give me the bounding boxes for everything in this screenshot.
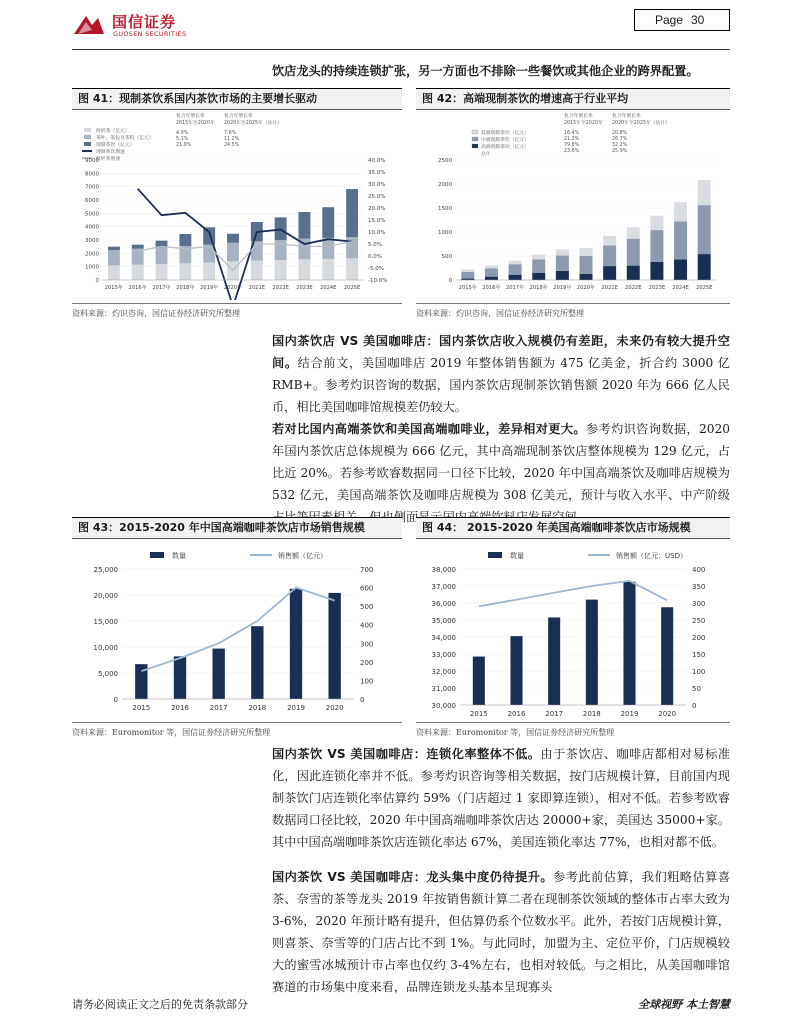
paragraph-3-body: 由于茶饮店、咖啡店都相对易标准化，因此连锁化率并不低。参考灼识咨询等相关数据，按门店规模计算，目前国内现制茶饮门店连锁化率估算约 59%（门店超过 1 家即算连锁），相对不低。若参考欧睿数据同口径比较，2020 年中国高端咖啡茶饮店达 20000+家，美国达 35000+家。其中中国高端咖啡茶饮店连锁化率达 67%，美国连锁化率达 77%，也相对都不低。 xyxy=(272,747,731,849)
bar-segment xyxy=(674,259,687,280)
x-tick-label: 2020年 xyxy=(223,285,243,291)
cagr-value: 20.8% xyxy=(612,131,628,136)
cagr-value: 5.1% xyxy=(176,137,189,142)
header-divider xyxy=(72,49,730,50)
cagr-header: 2020年至2025年（估计） xyxy=(224,120,282,126)
x-tick-label: 2015 xyxy=(132,704,151,712)
bar-segment xyxy=(156,264,168,280)
bar-segment xyxy=(108,247,120,250)
y2-tick-label: 200 xyxy=(692,634,706,642)
y2-tick-label: 35.0% xyxy=(368,170,386,176)
legend-swatch xyxy=(84,128,91,132)
legend-label: 鲜奶茶（亿元） xyxy=(96,129,130,134)
bar xyxy=(251,626,263,699)
x-tick-label: 2023E xyxy=(296,285,313,291)
bar-segment xyxy=(227,234,239,243)
figure-41-title: 图 41：现制茶饮系国内茶饮市场的主要增长驱动 xyxy=(72,88,402,110)
cagr-value: 23.6% xyxy=(564,149,580,154)
figure-41-source: 资料来源：灼识咨询，国信证券经济研究所整理 xyxy=(72,309,240,318)
y-tick-label: 35,000 xyxy=(431,617,456,625)
x-tick-label: 2016年 xyxy=(482,285,501,291)
bar-segment xyxy=(346,189,358,237)
y2-tick-label: 400 xyxy=(360,621,374,630)
bar-segment xyxy=(532,255,545,260)
figure-42-chart xyxy=(416,112,730,300)
y2-tick-label: -5.0% xyxy=(368,266,384,272)
cagr-header: 复合年增长率 xyxy=(564,114,593,119)
series-line xyxy=(138,242,352,271)
bar xyxy=(510,636,522,705)
bar-segment xyxy=(698,180,711,205)
legend-label: 现制茶饮（亿元） xyxy=(96,143,135,148)
y2-tick-label: 10.0% xyxy=(368,230,386,236)
x-tick-label: 2022E xyxy=(272,285,289,291)
legend-swatch xyxy=(472,130,478,134)
y-tick-label: 38,000 xyxy=(431,566,456,574)
bar-segment xyxy=(322,238,334,259)
figure-44-title: 图 44： 2015-2020 年美国高端咖啡茶饮店市场规模 xyxy=(416,517,730,539)
bar-segment xyxy=(485,277,498,280)
y-tick-label: 0 xyxy=(448,278,452,284)
footer-slogan: 全球视野 本土智慧 xyxy=(638,998,730,1011)
bar-segment xyxy=(179,263,191,280)
x-tick-label: 2015年 xyxy=(458,285,478,291)
figure-44-rule xyxy=(416,722,730,723)
bar-segment xyxy=(650,230,663,262)
bar-segment xyxy=(275,260,287,280)
bar-segment xyxy=(556,256,569,271)
figure-41-rule xyxy=(72,303,402,304)
legend-label: 销售额（亿元） xyxy=(278,552,327,560)
bar-segment xyxy=(275,240,287,260)
cagr-value: 32.2% xyxy=(612,143,628,148)
y-tick-label: 2000 xyxy=(85,251,99,258)
bar-segment xyxy=(132,245,144,249)
page-label: Page xyxy=(655,13,684,27)
bar xyxy=(290,589,302,699)
cagr-header: 复合年增长率 xyxy=(176,114,205,119)
x-tick-label: 2016年 xyxy=(128,285,147,291)
y2-tick-label: 0.0% xyxy=(368,254,382,260)
y-tick-label: 5000 xyxy=(85,211,99,218)
legend-swatch xyxy=(150,552,164,558)
legend-label: 数量 xyxy=(510,552,524,560)
legend-swatch xyxy=(488,552,502,558)
x-tick-label: 2024E xyxy=(320,285,337,291)
y2-tick-label: 300 xyxy=(360,640,374,649)
bar-segment xyxy=(698,254,711,280)
guosen-logo-mark-icon xyxy=(72,12,106,38)
x-tick-label: 2020年 xyxy=(576,285,596,291)
bar-segment xyxy=(603,245,616,266)
figure-43-title: 图 43：2015-2020 年中国高端咖啡茶饮店市场销售规模 xyxy=(72,517,402,539)
bar-segment xyxy=(698,205,711,254)
y2-tick-label: 400 xyxy=(692,566,706,574)
page-indicator xyxy=(634,9,730,31)
paragraph-3-lead: 国内茶饮 VS 美国咖啡店：连锁化率整体不低。 xyxy=(272,747,541,761)
cagr-value: 11.2% xyxy=(224,137,240,142)
figure-44-source: 资料来源：Euromonitor 等，国信证券经济研究所整理 xyxy=(416,728,615,737)
paragraph-2-lead: 若对比国内高端茶饮和美国高端咖啡业，差异相对更大。 xyxy=(272,422,586,436)
legend-label: 销售额（亿元：USD） xyxy=(616,552,687,560)
y-tick-label: 0 xyxy=(95,278,99,284)
legend-swatch xyxy=(472,137,478,141)
bar-segment xyxy=(485,268,498,276)
y2-tick-label: 700 xyxy=(360,566,374,574)
bar-segment xyxy=(108,265,120,280)
paragraph-1 xyxy=(272,330,730,418)
y2-tick-label: 150 xyxy=(692,651,706,659)
cagr-value: 21.9% xyxy=(176,143,192,148)
bar xyxy=(212,649,224,699)
legend-label: 低端现制茶饮（亿元） xyxy=(481,131,529,136)
paragraph-2-body: 参考灼识咨询数据，2020 年国内茶饮店总体规模为 666 亿元，其中高端现制茶饮店整体规模为 129 亿元，占比近 20%。若参考欧睿数据同一口径下比较，2020 年中国高端茶饮及咖啡店规模为 532 亿元，美国高端茶饮及咖啡店规模为 308 亿美元，预计与收入水平、中产阶级 侧面 xyxy=(272,422,730,524)
paragraph-1-lead: 国内茶饮店 VS 美国咖啡店：国内茶饮店收入规模仍有差距，未来仍有较大提升空间。 xyxy=(272,334,730,370)
paragraph-4-body: 参考此前估算，我们粗略估算喜茶、奈雪的茶等龙头 2019 年按销售额计算二者在现制茶饮领域的整体市占率大致为 3-6%，2020 年预计略有提升，但估算仍系个位数水平。此外，若按门店规模计算，则喜茶、奈雪等的门店占比不到 1%。与此同时，加盟为主、定位平价，门店规模较大的蜜雪冰城预计市占率也仅约 3-4%左右，也相对较低。与之相比，从美国咖啡馆赛道的市场集中度来看，品牌连锁龙头基本呈现寡头 xyxy=(272,870,731,994)
x-tick-label: 2020 xyxy=(658,710,677,718)
y-tick-label: 4000 xyxy=(85,224,99,231)
bar-segment xyxy=(203,227,215,244)
x-tick-label: 2019年 xyxy=(199,285,219,291)
bar-segment xyxy=(674,202,687,221)
guosen-logo xyxy=(72,10,262,40)
y-tick-label: 34,000 xyxy=(431,634,456,642)
bar-segment xyxy=(674,221,687,259)
cagr-value: 24.5% xyxy=(224,143,240,148)
x-tick-label: 2021E xyxy=(601,285,618,291)
y-tick-label: 1500 xyxy=(438,206,452,212)
bar-segment xyxy=(556,249,569,255)
bar-segment xyxy=(556,271,569,280)
y2-tick-label: 200 xyxy=(360,658,374,667)
bar xyxy=(661,607,673,705)
bar xyxy=(174,656,186,699)
x-tick-label: 2020 xyxy=(325,704,344,712)
y2-tick-label: 100 xyxy=(360,677,374,686)
brand-name-cn: 国信证券 xyxy=(112,13,177,31)
cagr-header: 2015年至2020年 xyxy=(176,120,215,126)
cagr-value: 25.9% xyxy=(612,149,628,154)
intro-sentence: 饮店龙头的持续连锁扩张，另一方面也不排除一些餐饮或其他企业的跨界配置。 xyxy=(272,64,699,78)
paragraph-4 xyxy=(272,866,730,998)
y-tick-label: 8000 xyxy=(85,171,99,178)
y2-tick-label: 600 xyxy=(360,584,374,593)
y2-tick-label: 0 xyxy=(692,702,697,710)
bar-segment xyxy=(346,258,358,280)
y-tick-label: 25,000 xyxy=(93,566,118,574)
legend-swatch xyxy=(472,144,478,148)
y2-tick-label: 0 xyxy=(360,696,365,704)
y-tick-label: 10,000 xyxy=(93,644,118,652)
bar-segment xyxy=(485,266,498,269)
bar-segment xyxy=(346,237,358,258)
bar-segment xyxy=(299,259,311,280)
bar xyxy=(586,600,598,705)
figure-42-source: 资料来源：灼识咨询，国信证券经济研究所整理 xyxy=(416,309,584,318)
x-tick-label: 2018 xyxy=(582,710,601,718)
figure-43-rule xyxy=(72,722,402,723)
bar-segment xyxy=(322,259,334,280)
bar-segment xyxy=(156,247,168,264)
x-tick-label: 2019 xyxy=(287,704,305,712)
y-tick-label: 31,000 xyxy=(431,685,456,693)
bar-segment xyxy=(650,262,663,280)
y-tick-label: 15,000 xyxy=(93,618,118,626)
y2-tick-label: 350 xyxy=(692,583,706,591)
cagr-value: 7.0% xyxy=(224,131,237,136)
y-tick-label: 1000 xyxy=(85,264,99,271)
cagr-value: 79.8% xyxy=(564,143,580,148)
y2-tick-label: 250 xyxy=(692,617,706,625)
x-tick-label: 2015 xyxy=(469,710,488,718)
bar-segment xyxy=(627,239,640,266)
paragraph-3 xyxy=(272,743,730,853)
bar-segment xyxy=(509,261,522,264)
bar-segment xyxy=(509,275,522,280)
x-tick-label: 2025E xyxy=(695,285,713,291)
y-tick-label: 0 xyxy=(113,696,118,704)
figure-44-chart xyxy=(416,541,730,719)
bar-segment xyxy=(603,236,616,246)
legend-swatch xyxy=(84,142,91,146)
y2-tick-label: 40.0% xyxy=(368,158,386,164)
x-tick-label: 2024E xyxy=(672,285,689,291)
x-tick-label: 2019年 xyxy=(553,285,572,291)
series-line xyxy=(141,588,334,672)
x-tick-label: 2025E xyxy=(343,285,361,291)
figure-43-source: 资料来源：Euromonitor 等，国信证券经济研究所整理 xyxy=(72,728,271,737)
cagr-header: 复合年增长率 xyxy=(612,114,641,119)
x-tick-label: 2022E xyxy=(625,285,642,291)
bar-segment xyxy=(509,264,522,275)
y2-tick-label: 30.0% xyxy=(368,182,386,188)
y2-tick-label: 300 xyxy=(692,600,706,608)
y-tick-label: 33,000 xyxy=(431,651,456,659)
y-tick-label: 6000 xyxy=(85,198,99,204)
bar-segment xyxy=(580,256,593,274)
cagr-header: 复合年增长率 xyxy=(224,114,253,119)
y-tick-label: 2000 xyxy=(438,182,452,188)
figure-42-rule xyxy=(416,303,730,304)
bar-segment xyxy=(461,272,474,279)
legend-label: 茶叶、茶包及茶粉（亿元） xyxy=(96,136,154,141)
y2-tick-label: -10.0% xyxy=(368,278,388,284)
cagr-header: 2015年至2020年 xyxy=(564,120,603,126)
legend-swatch xyxy=(84,135,91,139)
x-tick-label: 2017 xyxy=(209,704,228,712)
bar xyxy=(623,582,635,705)
y2-tick-label: 15.0% xyxy=(368,218,386,224)
paragraph-2 xyxy=(272,418,730,528)
y-tick-label: 1000 xyxy=(438,230,452,236)
bar-segment xyxy=(108,250,120,265)
brand-name-en: GUOSEN SECURITIES xyxy=(113,30,187,38)
y-tick-label: 30,000 xyxy=(431,702,456,710)
paragraph-4-lead: 国内茶饮 VS 美国咖啡店：龙头集中度仍待提升。 xyxy=(272,870,554,884)
bar-segment xyxy=(203,263,215,280)
legend-label: 现制茶饮增速 xyxy=(96,150,125,155)
cagr-value: 21.2% xyxy=(564,137,580,142)
x-tick-label: 2017年 xyxy=(152,285,171,291)
bar-segment xyxy=(179,234,191,246)
x-tick-label: 2019 xyxy=(620,710,639,718)
bar-segment xyxy=(461,269,474,271)
footer-disclaimer: 请务必阅读正文之后的免责条款部分 xyxy=(72,998,248,1011)
bar-segment xyxy=(580,274,593,280)
y-tick-label: 3000 xyxy=(85,238,99,244)
bar-segment xyxy=(627,266,640,280)
y-tick-label: 9000 xyxy=(85,158,99,164)
bar-segment xyxy=(650,216,663,230)
bar-segment xyxy=(627,227,640,239)
legend-label: 高端现制茶饮（亿元） xyxy=(481,145,529,150)
legend-label: 中端现制茶饮（亿元） xyxy=(481,138,529,143)
y-tick-label: 2500 xyxy=(438,158,452,164)
bar-segment xyxy=(275,217,287,240)
bar-segment xyxy=(299,212,311,239)
y2-tick-label: 50 xyxy=(692,685,701,693)
legend-label: 数量 xyxy=(172,552,186,560)
y2-tick-label: 25.0% xyxy=(368,194,386,200)
x-tick-label: 2015年 xyxy=(104,285,124,291)
page-number: 30 xyxy=(691,13,705,27)
bar xyxy=(473,657,485,705)
y-tick-label: 36,000 xyxy=(431,600,456,608)
y2-tick-label: 500 xyxy=(360,603,374,612)
y-tick-label: 7000 xyxy=(85,184,99,191)
cagr-value: 26.7% xyxy=(612,137,628,142)
x-tick-label: 2016 xyxy=(507,710,526,718)
x-tick-label: 2018年 xyxy=(529,285,548,291)
bar-segment xyxy=(532,259,545,272)
y-tick-label: 20,000 xyxy=(93,592,118,600)
bar-segment xyxy=(132,265,144,280)
bar-segment xyxy=(580,248,593,256)
y2-tick-label: 20.0% xyxy=(368,206,386,212)
bar xyxy=(328,593,340,699)
paragraph-1-body: 结合前文，美国咖啡店 2019 年整体销售额为 475 亿美金，折合约 3000 亿 RMB+。参考灼识咨询的数据，国内茶饮店现制茶饮销售额 2020 年为 666 亿人民币，相比美国咖啡馆规模差仍较大。 xyxy=(272,356,730,414)
legend-label: 总计 xyxy=(481,152,491,157)
bar-segment xyxy=(603,266,616,280)
figure-43-chart xyxy=(72,541,402,719)
cagr-value: 4.0% xyxy=(176,131,189,136)
series-line xyxy=(479,581,667,607)
bar-segment xyxy=(251,261,263,280)
figure-42-title: 图 42：高端现制茶饮的增速高于行业平均 xyxy=(416,88,730,110)
cagr-header: 2020年至2025年（估计） xyxy=(612,120,670,126)
x-tick-label: 2018年 xyxy=(176,285,195,291)
series-line xyxy=(138,189,352,300)
bar-segment xyxy=(532,273,545,280)
x-tick-label: 2021E xyxy=(248,285,266,291)
x-tick-label: 2016 xyxy=(171,704,189,712)
y2-tick-label: 100 xyxy=(692,668,706,676)
x-tick-label: 2018 xyxy=(248,704,267,712)
figure-41-chart xyxy=(72,112,402,300)
bar xyxy=(548,617,560,705)
y-tick-label: 32,000 xyxy=(431,668,456,676)
x-tick-label: 2017年 xyxy=(505,285,525,291)
y-tick-label: 500 xyxy=(441,254,452,260)
bar-segment xyxy=(227,243,239,262)
legend-label: 鲜奶茶增速 xyxy=(96,157,120,162)
y-tick-label: 37,000 xyxy=(431,583,456,591)
bar-segment xyxy=(322,207,334,238)
x-tick-label: 2017 xyxy=(545,710,564,718)
y-tick-label: 5,000 xyxy=(97,670,118,678)
cagr-value: 16.4% xyxy=(564,131,580,136)
x-tick-label: 2023E xyxy=(648,285,666,291)
y2-tick-label: 5.0% xyxy=(368,242,382,248)
